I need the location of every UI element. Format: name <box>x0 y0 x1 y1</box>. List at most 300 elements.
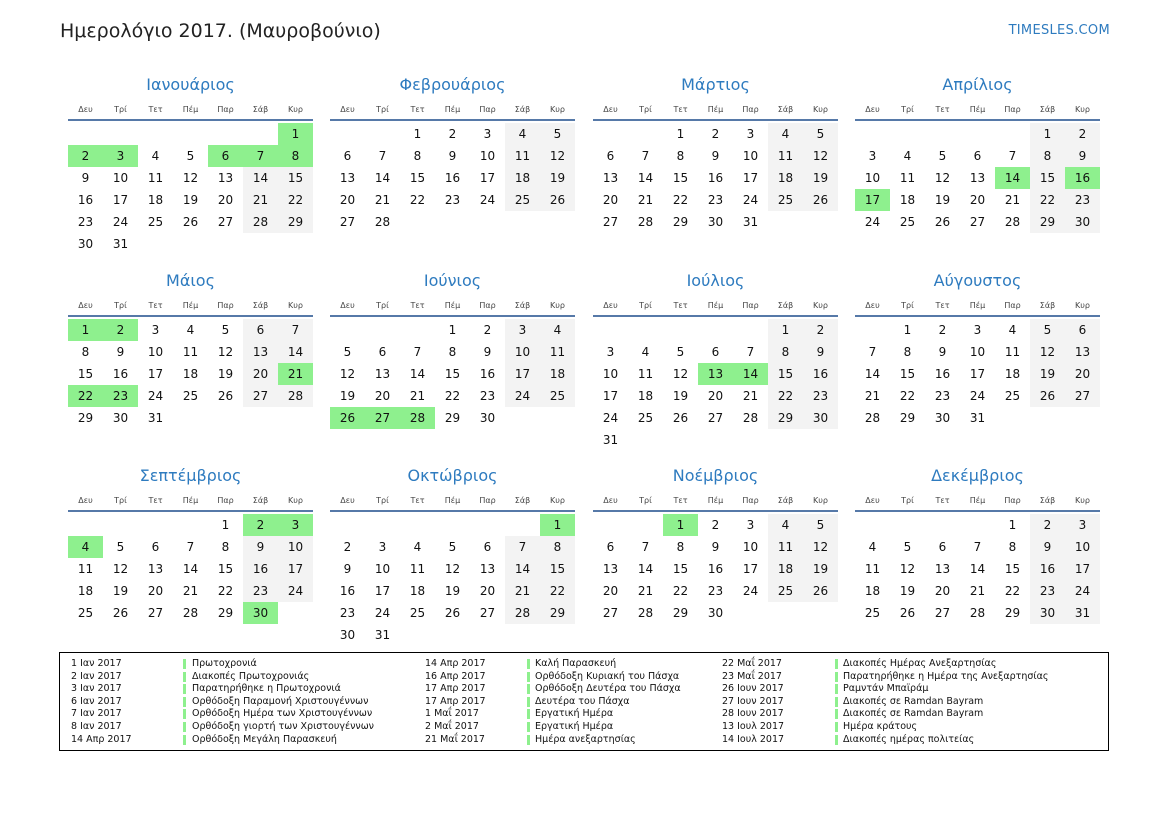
day-cell: 31 <box>969 411 986 425</box>
weekday-label: Πέμ <box>444 301 461 310</box>
day-cell: 17 <box>374 584 391 598</box>
weekday-label: Σάβ <box>1039 301 1056 310</box>
day-cell: 4 <box>413 540 422 554</box>
day-cell: 19 <box>803 558 838 580</box>
weekday-label: Τετ <box>148 105 163 114</box>
legend-date: 1 Ιαν 2017 <box>71 658 122 669</box>
empty-cell <box>593 514 628 536</box>
day-cell: 6 <box>378 345 387 359</box>
day-cell: 8 <box>768 341 803 363</box>
empty-cell <box>330 514 365 536</box>
day-cell: 11 <box>540 341 575 363</box>
day-cell: 18 <box>1004 367 1021 381</box>
weekday-header <box>593 492 838 512</box>
day-cell: 20 <box>602 193 619 207</box>
day-cell: 22 <box>1030 189 1065 211</box>
day-cell: 20 <box>934 584 951 598</box>
day-cell: 24 <box>969 389 986 403</box>
day-cell: 8 <box>1030 145 1065 167</box>
day-cell: 31 <box>147 411 164 425</box>
legend-date: 28 Ιουν 2017 <box>722 708 784 720</box>
day-cell: 29 <box>1030 211 1065 233</box>
legend-color-marker <box>527 697 530 707</box>
day-cell: 18 <box>505 167 540 189</box>
day-cell: 1 <box>413 127 422 141</box>
weekday-label: Τρί <box>901 301 914 310</box>
day-cell: 24 <box>479 193 496 207</box>
weekday-header <box>330 492 575 512</box>
day-cell: 15 <box>672 562 689 576</box>
day-cell: 7 <box>641 149 650 163</box>
day-cell: 25 <box>768 189 803 211</box>
empty-cell <box>173 514 208 536</box>
weekday-label: Τετ <box>148 301 163 310</box>
day-cell: 7 <box>1008 149 1017 163</box>
holiday-day-cell: 14 <box>733 363 768 385</box>
weekday-label: Δευ <box>603 496 618 505</box>
day-cell: 19 <box>182 193 199 207</box>
day-cell: 19 <box>672 389 689 403</box>
day-cell: 16 <box>1030 558 1065 580</box>
legend-color-marker <box>835 697 838 707</box>
day-cell: 26 <box>540 189 575 211</box>
day-cell: 13 <box>217 171 234 185</box>
holiday-day-cell: 27 <box>365 407 400 429</box>
weekday-label: Κυρ <box>550 105 565 114</box>
weekday-header <box>68 101 313 121</box>
empty-cell <box>733 319 768 341</box>
day-cell: 24 <box>374 606 391 620</box>
legend-date: 8 Ιαν 2017 <box>71 720 122 732</box>
day-cell: 6 <box>483 540 492 554</box>
legend-color-marker <box>183 659 186 669</box>
day-cell: 25 <box>147 215 164 229</box>
day-cell: 30 <box>339 628 356 642</box>
day-cell: 28 <box>864 411 881 425</box>
day-cell: 8 <box>903 345 912 359</box>
day-cell: 7 <box>413 345 422 359</box>
legend-date: 1 Μαΐ 2017 <box>425 708 479 720</box>
empty-cell <box>505 514 540 536</box>
day-cell: 4 <box>903 149 912 163</box>
holiday-legend <box>59 652 1109 751</box>
day-grid <box>593 123 838 233</box>
day-cell: 11 <box>409 562 426 576</box>
day-cell: 4 <box>186 323 195 337</box>
day-cell: 1 <box>221 518 230 532</box>
day-cell: 13 <box>147 562 164 576</box>
day-cell: 17 <box>147 367 164 381</box>
legend-date: 14 Ιουλ 2017 <box>722 733 785 745</box>
legend-color-marker <box>835 659 838 669</box>
day-cell: 8 <box>448 345 457 359</box>
day-cell: 22 <box>768 385 803 407</box>
weekday-label: Δευ <box>865 496 880 505</box>
weekday-label: Δευ <box>78 105 93 114</box>
holiday-day-cell: 2 <box>68 145 103 167</box>
day-cell: 12 <box>672 367 689 381</box>
weekday-label: Πέμ <box>969 105 986 114</box>
day-cell: 7 <box>186 540 195 554</box>
day-cell: 20 <box>339 193 356 207</box>
legend-holiday-name: Ορθόδοξη Παραμονή Χριστουγέννων <box>192 695 369 707</box>
day-cell: 9 <box>1065 145 1100 167</box>
day-cell: 22 <box>217 584 234 598</box>
legend-holiday-name: Εργατική Ημέρα <box>535 708 614 720</box>
holiday-day-cell: 28 <box>400 407 435 429</box>
day-cell: 21 <box>742 389 759 403</box>
day-cell: 5 <box>116 540 125 554</box>
day-cell: 28 <box>742 411 759 425</box>
legend-holiday-name: Διακοπές Ημέρας Ανεξαρτησίας <box>843 658 997 669</box>
weekday-label: Παρ <box>1004 496 1021 505</box>
day-cell: 22 <box>672 193 689 207</box>
day-cell: 15 <box>278 167 313 189</box>
empty-cell <box>470 514 505 536</box>
day-cell: 12 <box>112 562 129 576</box>
day-cell: 27 <box>339 215 356 229</box>
day-cell: 24 <box>278 580 313 602</box>
day-cell: 8 <box>413 149 422 163</box>
legend-holiday-name: Ημέρα ανεξαρτησίας <box>535 733 636 745</box>
day-cell: 4 <box>768 123 803 145</box>
day-cell: 20 <box>243 363 278 385</box>
weekday-label: Πέμ <box>969 301 986 310</box>
day-cell: 4 <box>505 123 540 145</box>
day-cell: 11 <box>1004 345 1021 359</box>
holiday-day-cell: 2 <box>243 514 278 536</box>
weekday-label: Κυρ <box>550 496 565 505</box>
weekday-label: Δευ <box>78 496 93 505</box>
empty-cell <box>593 319 628 341</box>
weekday-label: Δευ <box>603 105 618 114</box>
day-cell: 1 <box>1030 123 1065 145</box>
day-cell: 18 <box>182 367 199 381</box>
day-cell: 9 <box>1030 536 1065 558</box>
day-cell: 25 <box>182 389 199 403</box>
day-cell: 11 <box>864 562 881 576</box>
day-cell: 18 <box>768 167 803 189</box>
day-grid <box>855 319 1100 429</box>
legend-date: 23 Μαΐ 2017 <box>722 670 782 682</box>
weekday-label: Πέμ <box>444 496 461 505</box>
holiday-day-cell: 7 <box>243 145 278 167</box>
weekday-label: Παρ <box>742 301 759 310</box>
day-cell: 3 <box>746 127 755 141</box>
day-cell: 29 <box>278 211 313 233</box>
month-name: Αύγουστος <box>933 271 1022 290</box>
empty-cell <box>925 123 960 145</box>
month-name: Απρίλιος <box>942 75 1013 94</box>
day-cell: 25 <box>1004 389 1021 403</box>
day-cell: 27 <box>479 606 496 620</box>
day-cell: 9 <box>711 540 720 554</box>
day-cell: 22 <box>540 580 575 602</box>
month-name: Ιανουάριος <box>146 75 235 94</box>
day-cell: 11 <box>768 536 803 558</box>
day-cell: 9 <box>711 149 720 163</box>
day-cell: 10 <box>374 562 391 576</box>
empty-cell <box>663 319 698 341</box>
holiday-day-cell: 2 <box>103 319 138 341</box>
day-cell: 7 <box>641 540 650 554</box>
day-cell: 4 <box>768 514 803 536</box>
day-cell: 21 <box>182 584 199 598</box>
day-cell: 24 <box>1065 580 1100 602</box>
day-cell: 8 <box>540 536 575 558</box>
day-cell: 12 <box>339 367 356 381</box>
holiday-day-cell: 4 <box>68 536 103 558</box>
day-cell: 1 <box>768 319 803 341</box>
day-cell: 12 <box>182 171 199 185</box>
day-cell: 2 <box>938 323 947 337</box>
legend-color-marker <box>527 735 530 745</box>
weekday-label: Παρ <box>742 496 759 505</box>
empty-cell <box>698 319 733 341</box>
day-cell: 12 <box>899 562 916 576</box>
day-cell: 14 <box>409 367 426 381</box>
day-cell: 22 <box>672 584 689 598</box>
day-cell: 14 <box>243 167 278 189</box>
day-cell: 14 <box>505 558 540 580</box>
day-cell: 28 <box>278 385 313 407</box>
day-cell: 29 <box>768 407 803 429</box>
month-block <box>593 271 838 451</box>
day-cell: 23 <box>707 584 724 598</box>
weekday-label: Δευ <box>340 496 355 505</box>
weekday-label: Κυρ <box>813 105 828 114</box>
day-cell: 20 <box>217 193 234 207</box>
weekday-label: Πέμ <box>707 301 724 310</box>
day-cell: 16 <box>339 584 356 598</box>
day-cell: 10 <box>864 171 881 185</box>
empty-cell <box>628 319 663 341</box>
day-cell: 13 <box>934 562 951 576</box>
day-cell: 20 <box>1065 363 1100 385</box>
day-cell: 20 <box>602 584 619 598</box>
weekday-label: Πέμ <box>707 496 724 505</box>
day-cell: 7 <box>746 345 755 359</box>
day-cell: 26 <box>444 606 461 620</box>
day-cell: 28 <box>637 215 654 229</box>
day-cell: 29 <box>77 411 94 425</box>
day-cell: 26 <box>803 580 838 602</box>
legend-color-marker <box>183 672 186 682</box>
day-grid <box>330 514 575 646</box>
day-cell: 26 <box>182 215 199 229</box>
day-cell: 27 <box>147 606 164 620</box>
weekday-label: Σάβ <box>252 496 269 505</box>
legend-holiday-name: Ορθόδοξη Μεγάλη Παρασκευή <box>192 733 337 745</box>
day-cell: 5 <box>903 540 912 554</box>
day-grid <box>593 514 838 624</box>
day-cell: 25 <box>768 580 803 602</box>
day-cell: 19 <box>112 584 129 598</box>
day-cell: 23 <box>479 389 496 403</box>
day-cell: 3 <box>868 149 877 163</box>
legend-color-marker <box>835 722 838 732</box>
day-cell: 26 <box>1030 385 1065 407</box>
month-block <box>330 271 575 429</box>
day-cell: 3 <box>746 518 755 532</box>
day-cell: 31 <box>1065 602 1100 624</box>
day-cell: 19 <box>1030 363 1065 385</box>
empty-cell <box>68 514 103 536</box>
day-cell: 18 <box>899 193 916 207</box>
day-cell: 8 <box>676 149 685 163</box>
site-link[interactable]: TIMESLES.COM <box>1008 23 1110 38</box>
day-cell: 12 <box>217 345 234 359</box>
day-cell: 15 <box>672 171 689 185</box>
legend-date: 14 Απρ 2017 <box>71 733 132 745</box>
day-cell: 2 <box>711 518 720 532</box>
day-cell: 30 <box>77 237 94 251</box>
day-cell: 17 <box>969 367 986 381</box>
day-cell: 24 <box>602 411 619 425</box>
legend-date: 3 Ιαν 2017 <box>71 683 122 695</box>
day-cell: 4 <box>540 319 575 341</box>
legend-color-marker <box>527 709 530 719</box>
legend-date: 21 Μαΐ 2017 <box>425 733 485 745</box>
day-cell: 17 <box>742 562 759 576</box>
weekday-label: Κυρ <box>288 105 303 114</box>
day-cell: 15 <box>77 367 94 381</box>
weekday-label: Σάβ <box>777 105 794 114</box>
empty-cell <box>173 123 208 145</box>
day-cell: 5 <box>343 345 352 359</box>
day-cell: 17 <box>505 363 540 385</box>
day-cell: 20 <box>479 584 496 598</box>
day-cell: 3 <box>973 323 982 337</box>
weekday-label: Σάβ <box>777 496 794 505</box>
day-cell: 28 <box>505 602 540 624</box>
weekday-label: Παρ <box>742 105 759 114</box>
day-cell: 30 <box>1030 602 1065 624</box>
weekday-label: Τετ <box>148 496 163 505</box>
legend-color-marker <box>835 684 838 694</box>
legend-holiday-name: Ορθόδοξη Κυριακή του Πάσχα <box>535 670 680 682</box>
day-cell: 24 <box>112 215 129 229</box>
weekday-label: Τετ <box>410 496 425 505</box>
day-cell: 21 <box>374 193 391 207</box>
day-cell: 16 <box>444 171 461 185</box>
weekday-label: Τρί <box>639 105 652 114</box>
empty-cell <box>243 123 278 145</box>
day-cell: 23 <box>707 193 724 207</box>
day-cell: 4 <box>1008 323 1017 337</box>
day-cell: 14 <box>637 171 654 185</box>
page-title: Ημερολόγιο 2017. (Μαυροβούνιο) <box>60 20 381 42</box>
day-cell: 15 <box>444 367 461 381</box>
day-cell: 30 <box>934 411 951 425</box>
day-cell: 14 <box>374 171 391 185</box>
legend-color-marker <box>183 697 186 707</box>
weekday-header <box>855 492 1100 512</box>
month-block <box>593 75 838 233</box>
month-block <box>855 466 1100 624</box>
weekday-label: Πέμ <box>969 496 986 505</box>
day-cell: 13 <box>602 171 619 185</box>
weekday-label: Σάβ <box>777 301 794 310</box>
day-grid <box>855 514 1100 624</box>
weekday-label: Κυρ <box>1075 105 1090 114</box>
day-cell: 25 <box>77 606 94 620</box>
month-block <box>68 466 313 624</box>
day-cell: 22 <box>1004 584 1021 598</box>
empty-cell <box>855 514 890 536</box>
month-block <box>855 75 1100 233</box>
empty-cell <box>435 514 470 536</box>
holiday-day-cell: 30 <box>243 602 278 624</box>
day-cell: 25 <box>637 411 654 425</box>
weekday-label: Σάβ <box>514 105 531 114</box>
weekday-label: Δευ <box>603 301 618 310</box>
day-cell: 23 <box>803 385 838 407</box>
day-cell: 3 <box>1065 514 1100 536</box>
day-cell: 7 <box>378 149 387 163</box>
day-cell: 31 <box>112 237 129 251</box>
day-cell: 15 <box>540 558 575 580</box>
weekday-header <box>68 297 313 317</box>
legend-date: 14 Απρ 2017 <box>425 658 486 669</box>
day-cell: 11 <box>505 145 540 167</box>
holiday-day-cell: 17 <box>855 189 890 211</box>
day-cell: 5 <box>938 149 947 163</box>
legend-date: 7 Ιαν 2017 <box>71 708 122 720</box>
day-cell: 17 <box>742 171 759 185</box>
empty-cell <box>960 123 995 145</box>
legend-date: 2 Μαΐ 2017 <box>425 720 479 732</box>
legend-holiday-name: Παρατηρήθηκε η Πρωτοχρονιά <box>192 683 341 695</box>
day-cell: 5 <box>1030 319 1065 341</box>
day-cell: 19 <box>339 389 356 403</box>
empty-cell <box>208 123 243 145</box>
empty-cell <box>925 514 960 536</box>
legend-holiday-name: Πρωτοχρονιά <box>192 658 257 669</box>
legend-holiday-name: Διακοπές σε Ramdan Bayram <box>843 708 984 720</box>
day-cell: 19 <box>934 193 951 207</box>
day-cell: 12 <box>1030 341 1065 363</box>
weekday-label: Τρί <box>376 496 389 505</box>
day-cell: 30 <box>803 407 838 429</box>
day-cell: 19 <box>540 167 575 189</box>
day-cell: 12 <box>803 536 838 558</box>
day-cell: 16 <box>934 367 951 381</box>
day-cell: 8 <box>1008 540 1017 554</box>
legend-color-marker <box>527 722 530 732</box>
legend-date: 17 Απρ 2017 <box>425 683 486 695</box>
day-cell: 20 <box>147 584 164 598</box>
day-cell: 29 <box>899 411 916 425</box>
day-grid <box>68 514 313 624</box>
holiday-day-cell: 1 <box>68 319 103 341</box>
empty-cell <box>628 123 663 145</box>
day-cell: 1 <box>448 323 457 337</box>
empty-cell <box>890 123 925 145</box>
month-block <box>855 271 1100 429</box>
day-cell: 10 <box>479 149 496 163</box>
month-name: Οκτώβριος <box>407 466 498 485</box>
day-cell: 16 <box>803 363 838 385</box>
day-cell: 25 <box>540 385 575 407</box>
weekday-label: Σάβ <box>1039 105 1056 114</box>
weekday-label: Τρί <box>114 105 127 114</box>
weekday-label: Κυρ <box>288 496 303 505</box>
day-cell: 10 <box>1065 536 1100 558</box>
day-cell: 23 <box>243 580 278 602</box>
day-cell: 6 <box>711 345 720 359</box>
weekday-label: Τρί <box>639 496 652 505</box>
